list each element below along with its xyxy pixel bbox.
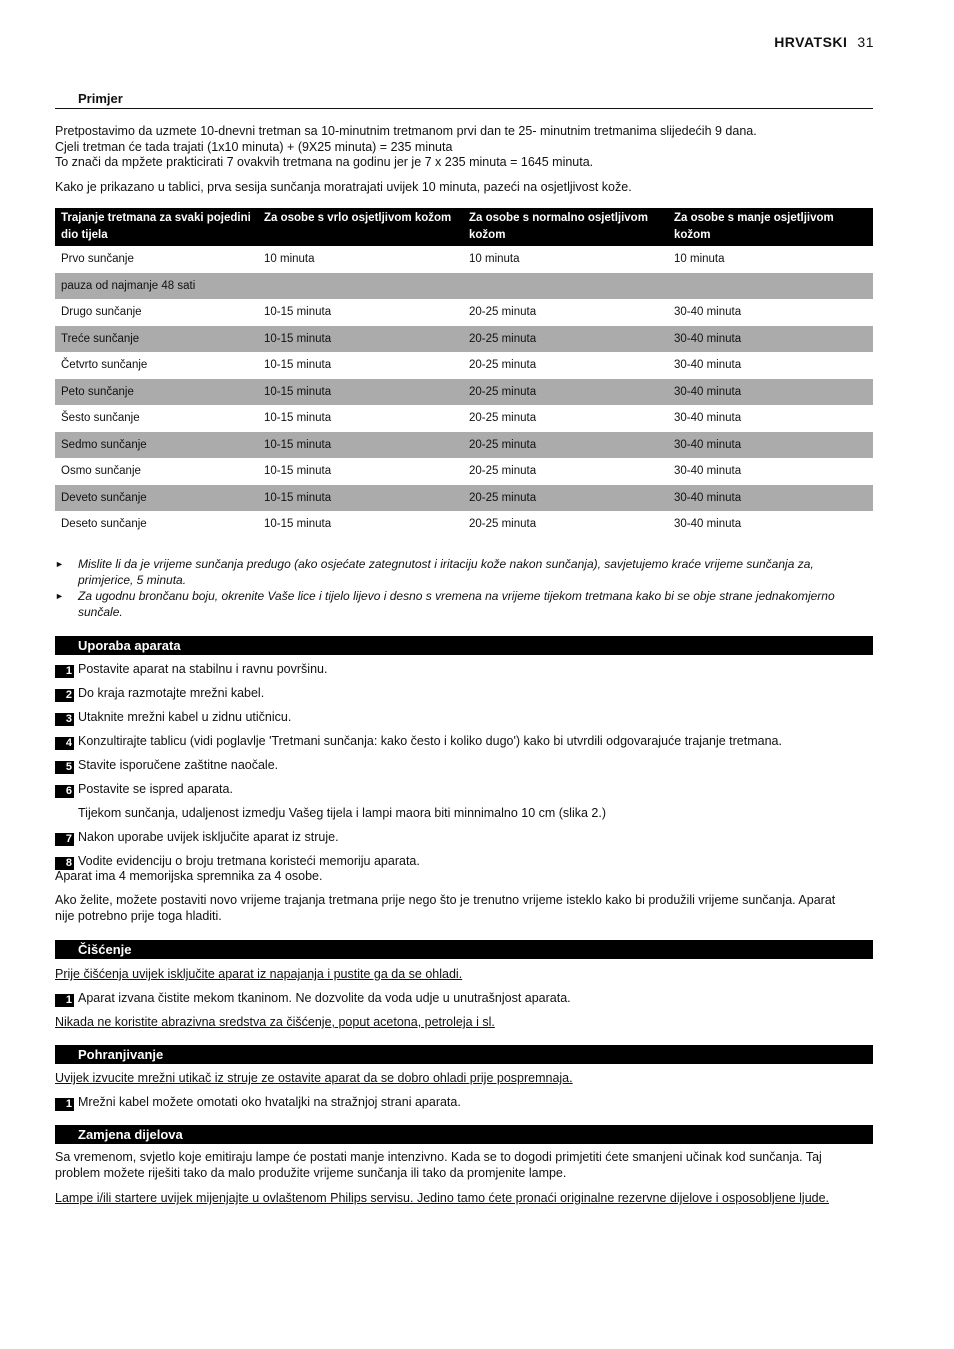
step-number: 7 xyxy=(55,833,74,846)
step-number: 1 xyxy=(55,1098,74,1111)
replacement-line: problem možete riješiti tako da malo produžite vrijeme sunčanja ili tako da promjenite lampe. xyxy=(55,1165,567,1180)
tip-line: sunčale. xyxy=(78,604,123,619)
example-line-3: To znači da mpžete prakticirati 7 ovakvih tretmana na godinu jer je 7 x 235 minuta = 1645 minuta. xyxy=(55,155,594,169)
step-item xyxy=(55,990,873,1007)
step-text: Postavite se ispred aparata. xyxy=(78,782,233,796)
table-cell: Četvrto sunčanje xyxy=(61,359,148,372)
memory-note: Aparat ima 4 memorijska spremnika za 4 osobe. xyxy=(55,869,323,883)
step-number: 2 xyxy=(55,689,74,702)
table-cell: 10 minuta xyxy=(264,253,315,266)
usage-line: nije potrebno prije toga hladiti. xyxy=(55,908,222,923)
language-label: HRVATSKI xyxy=(774,34,848,50)
step-number: 5 xyxy=(55,761,74,774)
tip-line: primjerice, 5 minuta. xyxy=(78,572,187,587)
step-text: Do kraja razmotajte mrežni kabel. xyxy=(78,686,265,700)
table-cell xyxy=(463,273,668,300)
step-text: Konzultirajte tablicu (vidi poglavlje 'Tretmani sunčanja: kako često i koliko dugo') kako bi utvrdili odgovarajuće trajanje tretmana. xyxy=(78,734,782,748)
table-intro: Kako je prikazano u tablici, prva sesija sunčanja moratrajati uvijek 10 minuta, pazeći na osjetljivost kože. xyxy=(55,180,632,194)
table-cell: 30-40 minuta xyxy=(674,465,742,478)
table-header-cell: Za osobe s vrlo osjetljivom kožom xyxy=(258,208,463,246)
table-cell: 30-40 minuta xyxy=(668,485,873,512)
warning-text: Nikada ne koristite abrazivna sredstva za čišćenje, poput acetona, petroleja i sl. xyxy=(55,1015,495,1029)
triangle-bullet-icon: ► xyxy=(55,559,64,569)
table-cell: 10 minuta xyxy=(469,253,520,266)
table-cell: 10-15 minuta xyxy=(258,432,463,459)
replacement-line: Sa vremenom, svjetlo koje emitiraju lampe će postati manje intenzivno. Kada se to dogodi primjetiti ćete smanjeni učinak kod sunčanja. Taj xyxy=(55,1150,822,1164)
table-row xyxy=(55,379,873,406)
step-text: Aparat izvana čistite mekom tkaninom. Ne dozvolite da voda udje u unutrašnjost aparata. xyxy=(78,991,571,1005)
tip-line: Mislite li da je vrijeme sunčanja predugo (ako osjećate zategnutost i iritaciju kože nakon sunčanja), savjetujemo kraće vrijeme sunčanja za, xyxy=(78,557,814,571)
page-number: 31 xyxy=(857,34,874,50)
step-item xyxy=(55,781,873,798)
warning-text: Prije čišćenja uvijek isključite aparat iz napajanja i pustite ga da se ohladi. xyxy=(55,967,463,981)
table-cell: 30-40 minuta xyxy=(674,518,742,531)
table-row xyxy=(55,458,873,485)
step-number: 6 xyxy=(55,785,74,798)
table-row xyxy=(55,405,873,432)
table-cell: 10 minuta xyxy=(674,253,725,266)
step-text: Nakon uporabe uvijek isključite aparat iz struje. xyxy=(78,830,339,844)
table-cell xyxy=(668,273,873,300)
treatment-table xyxy=(55,208,873,538)
example-line-1: Pretpostavimo da uzmete 10-dnevni tretman sa 10-minutnim tretmanom prvi dan te 25- minutnim tretmanima slijedećih 9 dana. xyxy=(55,124,757,138)
step-number: 1 xyxy=(55,665,74,678)
table-cell: 20-25 minuta xyxy=(463,326,668,353)
table-cell: Prvo sunčanje xyxy=(61,253,134,266)
step-item xyxy=(55,829,873,846)
table-row xyxy=(55,326,873,353)
replacement-paragraph xyxy=(55,1150,873,1181)
table-header-cell: Trajanje tretmana za svaki pojedini dio tijela xyxy=(55,208,258,246)
table-cell: Šesto sunčanje xyxy=(61,412,140,425)
table-cell: 10-15 minuta xyxy=(264,306,332,319)
table-cell: Peto sunčanje xyxy=(55,379,258,406)
step-item xyxy=(55,853,873,870)
step-item xyxy=(55,709,873,726)
tip-bullet xyxy=(55,589,873,620)
table-cell: Deseto sunčanje xyxy=(61,518,147,531)
table-row xyxy=(55,432,873,459)
section-heading-primjer: Primjer xyxy=(55,91,873,109)
table-cell: 10-15 minuta xyxy=(258,326,463,353)
table-cell: 20-25 minuta xyxy=(469,518,537,531)
table-cell: 30-40 minuta xyxy=(674,359,742,372)
table-cell: 10-15 minuta xyxy=(264,412,332,425)
usage-paragraph xyxy=(55,893,873,924)
step-text: Vodite evidenciju o broju tretmana koristeći memoriju aparata. xyxy=(78,854,420,868)
step-number: 1 xyxy=(55,994,74,1007)
table-cell: Treće sunčanje xyxy=(55,326,258,353)
step-item xyxy=(55,757,873,774)
table-row xyxy=(55,246,873,273)
table-row xyxy=(55,352,873,379)
section-heading-uporaba: Uporaba aparata xyxy=(55,636,873,655)
table-header-cell: Za osobe s normalno osjetljivom kožom xyxy=(463,208,668,246)
step-note: Tijekom sunčanja, udaljenost izmedju Vašeg tijela i lampi maora biti minnimalno 10 cm (slika 2.) xyxy=(78,806,607,820)
table-cell: 30-40 minuta xyxy=(668,379,873,406)
table-cell: 30-40 minuta xyxy=(674,306,742,319)
table-cell: 10-15 minuta xyxy=(258,379,463,406)
table-cell: 20-25 minuta xyxy=(469,306,537,319)
table-cell: 30-40 minuta xyxy=(674,412,742,425)
step-text: Stavite isporučene zaštitne naočale. xyxy=(78,758,279,772)
table-row xyxy=(55,485,873,512)
step-number: 3 xyxy=(55,713,74,726)
triangle-bullet-icon: ► xyxy=(55,591,64,601)
tip-line: Za ugodnu brončanu boju, okrenite Vaše lice i tijelo lijevo i desno s vremena na vrijeme tijekom tretmana kako bi se obje strane jednakomjerno xyxy=(78,589,835,603)
step-item xyxy=(55,733,873,750)
section-heading-pohranjivanje: Pohranjivanje xyxy=(55,1045,873,1064)
table-cell: 20-25 minuta xyxy=(463,432,668,459)
usage-line: Ako želite, možete postaviti novo vrijeme trajanja tretmana prije nego što je trenutno vrijeme isteklo kako bi produžili vrijeme sunčanja. Aparat xyxy=(55,893,836,907)
warning-text: Lampe i/ili startere uvijek mijenjajte u ovlaštenom Philips servisu. Jedino tamo ćete pronaći originalne rezervne dijelove i osposobljene ljude. xyxy=(55,1191,830,1205)
table-header-row xyxy=(55,208,873,246)
example-paragraph xyxy=(55,124,873,171)
table-header-cell: Za osobe s manje osjetljivom kožom xyxy=(668,208,873,246)
table-cell: 30-40 minuta xyxy=(668,326,873,353)
table-cell: 10-15 minuta xyxy=(264,465,332,478)
section-heading-ciscenje: Čišćenje xyxy=(55,940,873,959)
table-cell: Drugo sunčanje xyxy=(61,306,142,319)
table-cell xyxy=(258,273,463,300)
step-text: Utaknite mrežni kabel u zidnu utičnicu. xyxy=(78,710,292,724)
table-cell: Osmo sunčanje xyxy=(61,465,141,478)
table-cell: 30-40 minuta xyxy=(668,432,873,459)
step-number: 4 xyxy=(55,737,74,750)
table-cell: 20-25 minuta xyxy=(463,379,668,406)
table-cell: 20-25 minuta xyxy=(469,359,537,372)
table-cell: 20-25 minuta xyxy=(469,412,537,425)
warning-text: Uvijek izvucite mrežni utikač iz struje ze ostavite aparat da se dobro ohladi prije pospremnaja. xyxy=(55,1071,573,1085)
step-number: 8 xyxy=(55,857,74,870)
table-cell: 20-25 minuta xyxy=(469,465,537,478)
table-row xyxy=(55,511,873,538)
step-item xyxy=(55,1094,873,1111)
example-line-2: Cjeli tretman će tada trajati (1x10 minuta) + (9X25 minuta) = 235 minuta xyxy=(55,139,453,154)
step-item xyxy=(55,685,873,702)
table-row xyxy=(55,299,873,326)
tip-bullet xyxy=(55,557,873,588)
table-cell: 10-15 minuta xyxy=(258,485,463,512)
table-cell: 10-15 minuta xyxy=(264,359,332,372)
step-text: Postavite aparat na stabilnu i ravnu površinu. xyxy=(78,662,328,676)
table-cell: 10-15 minuta xyxy=(264,518,332,531)
table-cell: pauza od najmanje 48 sati xyxy=(55,273,258,300)
table-row xyxy=(55,273,873,300)
table-cell: Sedmo sunčanje xyxy=(55,432,258,459)
table-cell: 20-25 minuta xyxy=(463,485,668,512)
step-text: Mrežni kabel možete omotati oko hvataljki na stražnjoj strani aparata. xyxy=(78,1095,461,1109)
step-item xyxy=(55,661,873,678)
table-cell: Deveto sunčanje xyxy=(55,485,258,512)
section-heading-zamjena: Zamjena dijelova xyxy=(55,1125,873,1144)
page-header xyxy=(774,34,874,50)
